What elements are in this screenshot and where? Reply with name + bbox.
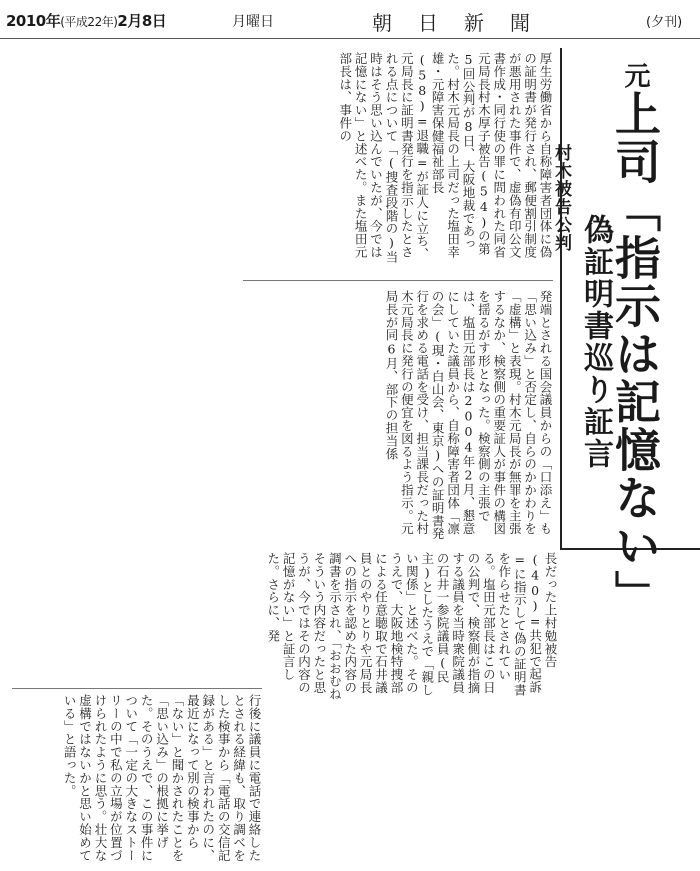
- article-tier-4: 行後に議員に電話で連絡したとされる経緯も、取り調べをした検事から「電話の交信記録がある」と言われたのに、最近になって別の検事から「ない」と聞かされたことを「思い込み」の根拠に挙げた。そのうえで、この事件について「一定の大きなストーリーの中で私の立場が位置づけられたように思う。壮大な虚構ではないかと思い始めている」と語った。: [62, 694, 262, 862]
- masthead-paper-name: 朝日新聞: [372, 11, 556, 35]
- article-tier-3: 長だった上村勉被告(40)=共犯で起訴=に指示して偽の証明書を作らせたとされている。塩田元部長はこの日の公判で、検察側が指摘する議員を当時衆院議員の石井一参院議員(民主)としたうえで「親しい関係」と述べた。そのうえで、大阪地検特捜部による任意聴取で石井議員とのやりとりや元局長への指示を認めた内容の調書を示され、「おおむねそういう内容だったと思うが、今ではその内容の記憶がない」と証言した。さらに、発: [265, 552, 558, 701]
- tier-divider: [243, 280, 553, 281]
- masthead: [0, 0, 700, 39]
- masthead-month-day: 2月8日: [117, 12, 167, 30]
- headline-prefix: 元: [620, 62, 650, 90]
- masthead-weekday: 月曜日: [232, 14, 274, 30]
- article-tier-2: 発端とされる国会議員からの「口添え」も「思い込み」と否定し、自らのかかわりを「虚構」と表現。村木元局長が無罪を主張するなか、検察側の重要証人が事件の構図を揺るがす形となった。検察側の主張では、塩田元部長は2004年2月、懇意にしていた議員から、自称障害者団体「凛の会」(現・白山会、東京)への証明書発行を求める電話を受け、担当課長だった村木元局長に発行の便宜を図るよう指示。元局長が同6月、部下の担当係: [383, 290, 553, 541]
- headline-sub: 偽証明書巡り証言: [578, 214, 613, 470]
- masthead-era: (平成22年): [60, 15, 118, 29]
- tier-divider: [12, 688, 262, 689]
- article-tier-1: 厚生労働省から自称障害者団体に偽の証明書が発行され、郵便割引制度が悪用された事件で、虚偽有印公文書作成・同行使の罪に問われた同省元局長村木厚子被告(54)の第5回公判が8日、大阪地裁であった。村木元局長の上司だった塩田幸雄・元障害保健福祉部長(58)=退職=が証人に立ち、元局長に証明書発行を指示したとされる点について「(捜査段階の)当時はそう思い込んでいたが、今では記憶にない」と述べた。また塩田元部長は、事件の: [337, 52, 553, 264]
- headline-small: 村木被告公判: [551, 144, 571, 252]
- masthead-date: 2010年(平成22年)2月8日: [6, 12, 167, 30]
- headline-main: [608, 62, 662, 618]
- masthead-edition: (夕刊): [646, 15, 683, 30]
- headline-main-text: 上司「指示は記憶ない」: [608, 90, 662, 618]
